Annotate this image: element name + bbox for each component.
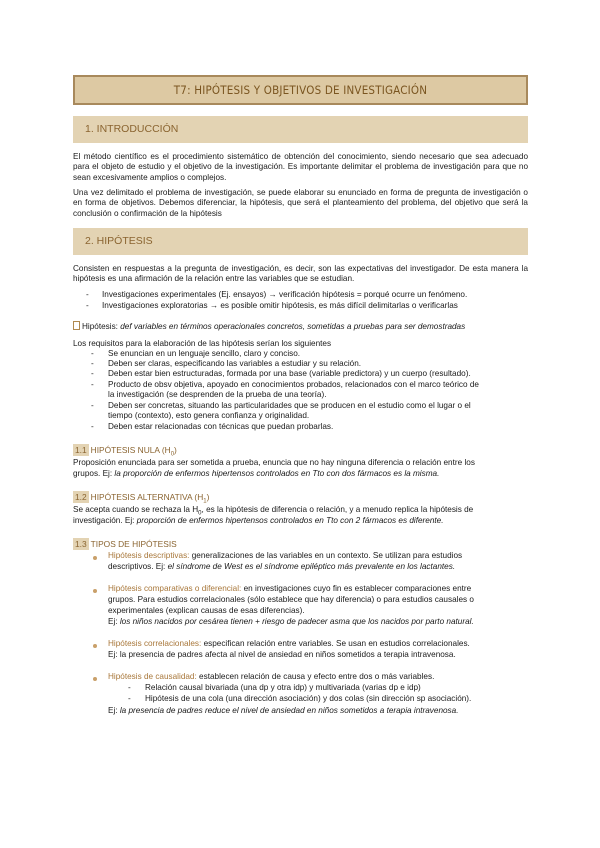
list-item-continued: tiempo (contexto), esto genera confianza y originalidad. — [108, 411, 310, 420]
tipo-causalidad: Hipótesis de causalidad: establecen relación de causa y efecto entre dos o más variables. — [108, 672, 435, 681]
list-item: Deben estar bien estructuradas, formada por una base (variable predictora) y un cuerpo (resultado). — [108, 369, 471, 378]
subsection-heading-alternativa: 1.2 HIPÓTESIS ALTERNATIVA $(H_1)$ — [75, 492, 210, 505]
tipo-comparativas-line-2: grupos. Para estudios correlacionales (sólo establece que hay diferencia) o para estudios causales o — [108, 595, 474, 604]
list-item: Investigaciones experimentales (Ej. ensayos) → verificación hipótesis = porqué ocurre un fenómeno. — [102, 290, 468, 299]
bullet-icon — [93, 556, 97, 560]
tipo-correlacionales-example: Ej: la presencia de padres afecta al nivel de ansiedad en niños sometidos a terapia intravenosa. — [108, 650, 456, 659]
tipo-causalidad-example: Ej: la presencia de padres reduce el nivel de ansiedad en niños sometidos a terapia intravenosa. — [108, 706, 459, 715]
document-page: T7: HIPÓTESIS Y OBJETIVOS DE INVESTIGACIÓN 1. INTRODUCCIÓN El método científico es el procedimiento sistemático de obtención del conocimiento, siendo necesario que sea adecuado para el objeto de estudio y el objetivo de la investigación. Es importante delimitar el problema de investigación para que no sean excesivamente amplios o complejos. Una vez delimitado el problema de investigación, se puede elaborar su enunciado en forma de pregunta de investigación o en forma de objetivos. Debemos diferenciar, la hipótesis, que será el planteamiento del problema, del objetivo que será la conclusión o confirmación de la hipótesis 2. HIPÓTESIS Consisten en respuestas a la pregunta de investigación, es decir, son las expectativas del investigador. De esta manera la hipótesis es una afirmación de la relación entre las variables que se estudian. - Investigaciones experimentales (Ej. ensayos) → verificación hipótesis = porqué ocurre un fenómeno. - Investigaciones exploratorias → es posible omitir hipótesis, es más difícil delimitarlas o verificarlas Hipótesis: def variables en términos operacionales concretos, sometidas a pruebas para ser demostradas Los requisitos para la elaboración de las hipótesis serían los siguientes - Se enuncian en un lenguaje sencillo, claro y conciso. - Deben ser claras, especificando las variables a estudiar y su relación. - Deben estar bien estructuradas, formada por una base (variable predictora) y un cuerpo (resultado). - Producto de obsv objetiva, apoyado en conocimientos probados, relacionados con el marco teórico de la investigación (se desprenden de la prueba de una teoría). - Deben ser concretas, situando las particularidades que se producen en el estudio como el lugar o el tiempo (contexto), esto genera confianza y originalidad. - Deben estar relacionadas con técnicas que puedan probarlas. 1.1 HIPÓTESIS NULA $(H_0)$ Proposición enunciada para ser sometida a prueba, enuncia que no hay ninguna diferencia o relación entre los grupos. Ej: la proporción de enfermos hipertensos controlados en Tto con dos fármacos es la misma. 1.2 HIPÓTESIS ALTERNATIVA $(H_1)$ Se acepta cuando se rechaza la $H_0$, es la hipótesis de diferencia o relación, y a menudo replica la hipótesis de investigación. Ej: proporción de enfermos hipertensos controlados en Tto con 2 fármacos es diferente. 1.3 TIPOS DE HIPÓTESIS Hipótesis descriptivas: generalizaciones de las variables en un contexto. Se utilizan para estudios descriptivos. Ej: el síndrome de West es el síndrome epiléptico más prevalente en los lactantes. Hipótesis comparativas o diferencial: en investigaciones cuyo fin es establecer comparaciones entre grupos. Para estudios correlacionales (sólo establece que hay diferencia) o para estudios causales o experimentales (explican causas de esas diferencias). Ej: los niños nacidos por cesárea tienen + riesgo de padecer asma que los nacidos por parto natural. Hipótesis correlacionales: especifican relación entre variables. Se usan en estudios correlacionales. Ej: la presencia de padres afecta al nivel de ansiedad en niños sometidos a terapia intravenosa. Hipótesis de causalidad: establecen relación de causa y efecto entre dos o más variables. - Relación causal bivariada (una dp y otra idp) y multivariada (varias dp e idp) - Hipótesis de una cola (una dirección asociación) y dos colas (sin dirección sp asociación). Ej: la presencia de padres reduce el nivel de ansiedad en niños sometidos a terapia intravenosa. — [0, 0, 600, 848]
requisites-intro: Los requisitos para la elaboración de las hipótesis serían los siguientes — [73, 339, 332, 348]
bracket-icon — [73, 321, 80, 330]
section-heading-hipotesis: 2. HIPÓTESIS — [73, 228, 528, 255]
subsection-heading-tipos: 1.3 TIPOS DE HIPÓTESIS — [75, 539, 177, 549]
tipo-descriptivas-example: descriptivos. Ej: el síndrome de West es el síndrome epiléptico más prevalente en los lactantes. — [108, 562, 456, 571]
tipo-comparativas: Hipótesis comparativas o diferencial: en investigaciones cuyo fin es establecer comparaciones entre — [108, 584, 472, 593]
list-item: Producto de obsv objetiva, apoyado en conocimientos probados, relacionados con el marco teórico de — [108, 380, 479, 389]
list-item: Relación causal bivariada (una dp y otra idp) y multivariada (varias dp e idp) — [145, 683, 421, 692]
subsection-heading-nula: 1.1 HIPÓTESIS NULA $(H_0)$ — [75, 445, 177, 458]
document-title: T7: HIPÓTESIS Y OBJETIVOS DE INVESTIGACIÓN — [73, 75, 528, 105]
list-item: Deben estar relacionadas con técnicas que puedan probarlas. — [108, 422, 334, 431]
nula-line-1: Proposición enunciada para ser sometida a prueba, enuncia que no hay ninguna diferencia o relación entre los — [73, 458, 475, 467]
tipo-descriptivas: Hipótesis descriptivas: generalizaciones de las variables en un contexto. Se utilizan para estudios — [108, 551, 463, 560]
tipo-correlacionales: Hipótesis correlacionales: especifican relación entre variables. Se usan en estudios correlacionales. — [108, 639, 470, 648]
alternativa-line-2: investigación. Ej: proporción de enfermos hipertensos controlados en Tto con 2 fármacos es diferente. — [73, 516, 444, 525]
hipotesis-paragraph: Consisten en respuestas a la pregunta de investigación, es decir, son las expectativas del investigador. De esta manera la hipótesis es una afirmación de la relación entre las variables que se estudian. — [73, 264, 528, 284]
list-item: Deben ser concretas, situando las particularidades que se producen en el estudio como el lugar o el — [108, 401, 471, 410]
intro-paragraph-1: El método científico es el procedimiento sistemático de obtención del conocimiento, siendo necesario que sea adecuado para el objeto de estudio y el objetivo de la investigación. Es importante delimitar el problema de investigación para que no sean excesivamente amplios o complejos. — [73, 152, 528, 182]
list-item: Deben ser claras, especificando las variables a estudiar y su relación. — [108, 359, 362, 368]
section-heading-introduccion: 1. INTRODUCCIÓN — [73, 116, 528, 143]
bullet-icon — [93, 644, 97, 648]
tipo-comparativas-example: Ej: los niños nacidos por cesárea tienen + riesgo de padecer asma que los nacidos por parto natural. — [108, 617, 474, 626]
hipotesis-definition: Hipótesis: def variables en términos operacionales concretos, sometidas a pruebas para ser demostradas — [73, 321, 533, 332]
bullet-icon — [93, 589, 97, 593]
intro-paragraph-2: Una vez delimitado el problema de investigación, se puede elaborar su enunciado en forma de pregunta de investigación o en forma de objetivos. Debemos diferenciar, la hipótesis, que será el planteamiento del problema, del objetivo que será la conclusión o confirmación de la hipótesis — [73, 188, 528, 218]
list-item-continued: la investigación (se desprenden de la prueba de una teoría). — [108, 390, 327, 399]
alternativa-line-1: Se acepta cuando se rechaza la $H_0$, es la hipótesis de diferencia o relación, y a menudo replica la hipótesis de — [73, 505, 474, 517]
bullet-icon — [93, 677, 97, 681]
list-item: Se enuncian en un lenguaje sencillo, claro y conciso. — [108, 349, 301, 358]
list-item: Hipótesis de una cola (una dirección asociación) y dos colas (sin dirección sp asociación). — [145, 694, 472, 703]
list-item: Investigaciones exploratorias → es posible omitir hipótesis, es más difícil delimitarlas o verificarlas — [102, 301, 458, 310]
tipo-comparativas-line-3: experimentales (explican causas de esas diferencias). — [108, 606, 305, 615]
nula-line-2: grupos. Ej: la proporción de enfermos hipertensos controlados en Tto con dos fármacos es la misma. — [73, 469, 440, 478]
